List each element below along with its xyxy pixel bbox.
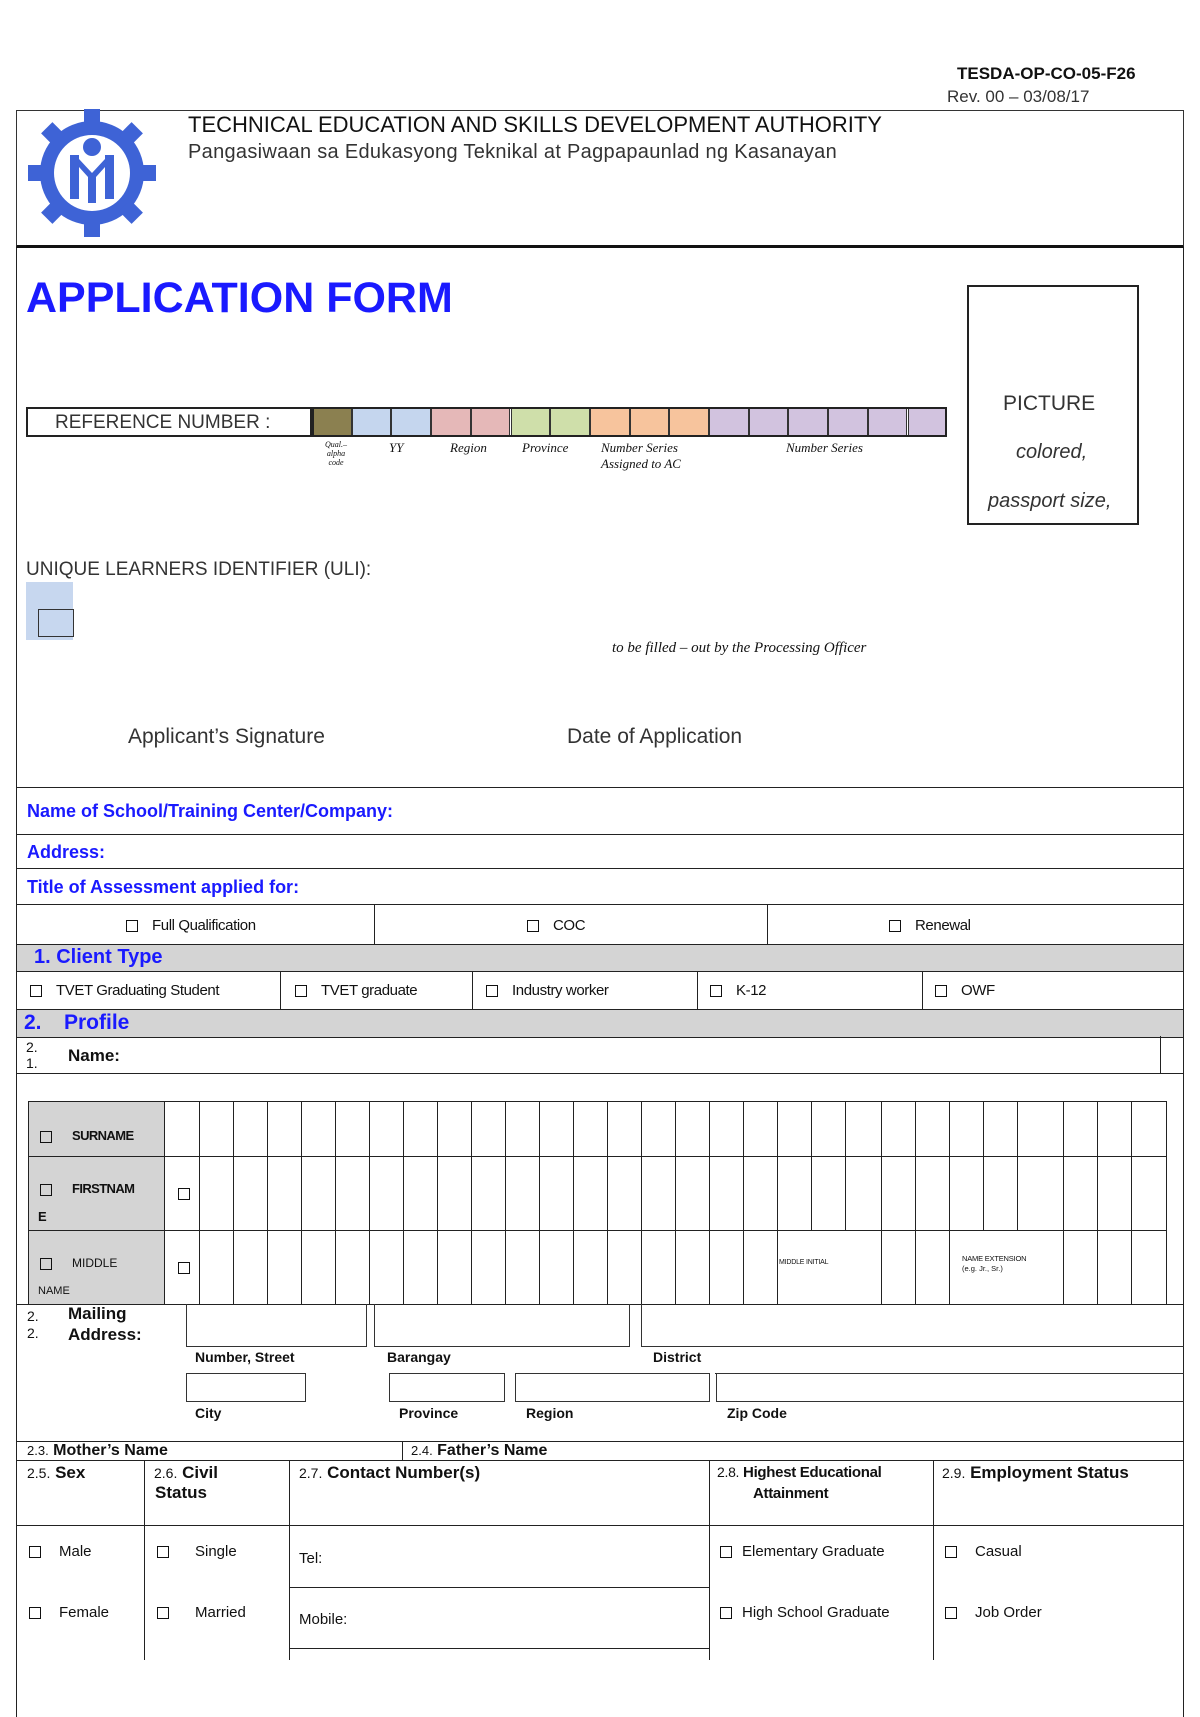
option-renewal[interactable] xyxy=(889,917,971,934)
mailing-barangay-label: Barangay xyxy=(387,1349,451,1365)
mailing-city-label: City xyxy=(195,1405,222,1421)
left-border-mid xyxy=(16,787,17,1717)
education-option-high-school[interactable] xyxy=(720,1604,890,1621)
picture-label: PICTURE xyxy=(1003,392,1096,415)
reference-cells-frame xyxy=(312,407,947,437)
full-qualification-label: Full Qualification xyxy=(152,917,256,934)
name-grid-vline xyxy=(28,1101,29,1304)
name-grid-vline xyxy=(1131,1101,1132,1304)
education-label-1: Highest Educational xyxy=(743,1464,882,1481)
client-type-header-bar xyxy=(17,944,1183,972)
mailing-num-1: 2. xyxy=(27,1308,39,1324)
employment-num: 2.9. xyxy=(942,1465,966,1481)
name-grid-vline xyxy=(915,1101,916,1304)
sex-option-female[interactable] xyxy=(29,1604,109,1621)
agency-name: TECHNICAL EDUCATION AND SKILLS DEVELOPMENT AUTHORITY xyxy=(188,112,882,137)
client-option-industry-worker[interactable] xyxy=(486,982,609,999)
parents-sep xyxy=(402,1441,403,1461)
client-option-tvet-graduating[interactable] xyxy=(30,982,219,999)
firstname-row-label xyxy=(40,1181,134,1196)
divider-name-grid-top xyxy=(16,1073,1184,1074)
surname-checkbox[interactable] xyxy=(40,1131,52,1143)
civil-header xyxy=(154,1463,218,1483)
renewal-label: Renewal xyxy=(915,917,971,934)
assessment-label: Title of Assessment applied for: xyxy=(27,877,300,897)
ref-legend-series: Number Series xyxy=(786,440,863,455)
name-grid-vline xyxy=(811,1101,812,1230)
left-border-top xyxy=(16,248,17,788)
client-sep-3 xyxy=(697,971,698,1009)
name-grid-vline xyxy=(471,1101,472,1304)
mailing-zip-input[interactable] xyxy=(716,1373,1184,1402)
name-grid-vline xyxy=(709,1101,710,1304)
owf-checkbox[interactable] xyxy=(935,985,947,997)
name-grid-vline xyxy=(573,1101,574,1304)
mailing-zip-label: Zip Code xyxy=(727,1405,787,1421)
contact-header xyxy=(299,1463,480,1483)
assessment-sep-2 xyxy=(767,904,768,944)
contact-label: Contact Number(s) xyxy=(327,1463,481,1482)
divider-address xyxy=(16,834,1184,835)
education-option-elementary[interactable] xyxy=(720,1543,885,1560)
details-sep-4 xyxy=(933,1460,934,1660)
name-grid-vline xyxy=(845,1101,846,1230)
k12-label: K-12 xyxy=(736,982,767,999)
contact-mobile-field[interactable]: Mobile: xyxy=(299,1611,348,1628)
right-border-top xyxy=(1183,248,1184,788)
form-title: APPLICATION FORM xyxy=(26,274,453,322)
name-grid-vline xyxy=(743,1101,744,1304)
single-label: Single xyxy=(195,1543,237,1560)
mailing-number-street-label: Number, Street xyxy=(195,1349,295,1365)
name-grid-vline xyxy=(539,1101,540,1304)
mailing-province-input[interactable] xyxy=(389,1373,505,1402)
civil-option-married[interactable] xyxy=(157,1604,246,1621)
divider-details-header xyxy=(16,1525,1184,1526)
firstname-checkbox[interactable] xyxy=(40,1184,52,1196)
tvet-graduating-label: TVET Graduating Student xyxy=(56,982,220,999)
name-grid-vline xyxy=(1097,1101,1098,1304)
mailing-city-input[interactable] xyxy=(186,1373,306,1402)
sex-option-male[interactable] xyxy=(29,1543,92,1560)
mother-num: 2.3. xyxy=(27,1443,49,1458)
male-label: Male xyxy=(59,1543,92,1560)
divider-assessment-options xyxy=(16,904,1184,905)
tesda-gear-logo-icon xyxy=(26,107,158,239)
tvet-graduate-checkbox[interactable] xyxy=(295,985,307,997)
middlename-inner-checkbox[interactable] xyxy=(178,1259,190,1277)
client-sep-4 xyxy=(922,971,923,1009)
renewal-checkbox[interactable] xyxy=(889,920,901,932)
civil-num: 2.6. xyxy=(154,1465,178,1481)
divider-assessment xyxy=(16,868,1184,869)
name-extension-label-a: NAME EXTENSION xyxy=(962,1254,1027,1263)
name-num-2: 1. xyxy=(26,1055,38,1071)
profile-heading-number: 2. xyxy=(24,1011,42,1034)
divider-contact-row xyxy=(289,1587,709,1588)
employment-option-job-order[interactable] xyxy=(945,1604,1042,1621)
name-grid-vline xyxy=(1017,1101,1018,1230)
sex-label: Sex xyxy=(55,1463,86,1482)
picture-hint-2: passport size, xyxy=(988,490,1112,512)
employment-option-casual[interactable] xyxy=(945,1543,1022,1560)
divider-parents xyxy=(16,1441,1184,1442)
elementary-label: Elementary Graduate xyxy=(742,1543,885,1560)
applicant-signature-label: Applicant’s Signature xyxy=(128,725,325,748)
mailing-region-input[interactable] xyxy=(515,1373,710,1402)
divider-details xyxy=(16,1460,1184,1461)
middlename-row-label xyxy=(40,1256,117,1270)
ref-legend-province: Province xyxy=(522,440,569,455)
divider-contact-bottom xyxy=(289,1648,709,1649)
father-num: 2.4. xyxy=(411,1443,433,1458)
name-grid-vline xyxy=(949,1101,950,1304)
mailing-label-1: Mailing xyxy=(68,1304,127,1323)
option-full-qualification[interactable] xyxy=(126,917,256,934)
contact-num: 2.7. xyxy=(299,1465,323,1481)
employment-label: Employment Status xyxy=(970,1463,1129,1482)
civil-label-1: Civil xyxy=(182,1463,218,1482)
option-coc[interactable] xyxy=(527,917,585,934)
name-grid-vline xyxy=(675,1101,676,1304)
ref-legend-yy: YY xyxy=(389,440,404,455)
profile-header-bar xyxy=(17,1009,1183,1038)
name-label: Name: xyxy=(68,1046,120,1065)
job-order-checkbox[interactable] xyxy=(945,1607,957,1619)
coc-checkbox[interactable] xyxy=(527,920,539,932)
client-type-heading: 1. Client Type xyxy=(34,946,163,968)
education-num: 2.8. xyxy=(717,1464,740,1480)
client-option-tvet-graduate[interactable] xyxy=(295,982,417,999)
middlename-label-b: NAME xyxy=(38,1285,70,1297)
contact-tel-field[interactable]: Tel: xyxy=(299,1550,323,1567)
name-grid-vline xyxy=(199,1101,200,1304)
client-sep-2 xyxy=(472,971,473,1009)
reference-label: REFERENCE NUMBER : xyxy=(55,412,271,433)
picture-hint-1: colored, xyxy=(1016,441,1088,463)
female-checkbox[interactable] xyxy=(29,1607,41,1619)
full-qualification-checkbox[interactable] xyxy=(126,920,138,932)
single-checkbox[interactable] xyxy=(157,1546,169,1558)
education-label-2: Attainment xyxy=(753,1485,829,1502)
name-grid-vline xyxy=(233,1101,234,1304)
name-grid-vline xyxy=(505,1101,506,1304)
mailing-province-label: Province xyxy=(399,1405,459,1421)
ref-legend-qual: Qual.– alpha code xyxy=(325,440,347,467)
details-sep-3 xyxy=(709,1460,710,1660)
details-sep-1 xyxy=(144,1460,145,1660)
mailing-district-label: District xyxy=(653,1349,702,1365)
surname-label: SURNAME xyxy=(72,1128,134,1143)
casual-checkbox[interactable] xyxy=(945,1546,957,1558)
name-grid-vline xyxy=(267,1101,268,1304)
name-grid-vline xyxy=(881,1101,882,1304)
name-grid-vline xyxy=(301,1101,302,1304)
client-option-k12[interactable] xyxy=(710,982,766,999)
casual-label: Casual xyxy=(975,1543,1022,1560)
firstname-label-b: E xyxy=(38,1209,47,1224)
firstname-inner-checkbox[interactable] xyxy=(178,1185,190,1203)
elementary-checkbox[interactable] xyxy=(720,1546,732,1558)
education-header xyxy=(717,1464,882,1481)
tvet-graduate-label: TVET graduate xyxy=(321,982,418,999)
industry-worker-checkbox[interactable] xyxy=(486,985,498,997)
mailing-district-input[interactable] xyxy=(641,1304,1184,1347)
uli-note: to be filled – out by the Processing Officer xyxy=(612,640,867,656)
ref-legend-region: Region xyxy=(450,440,487,455)
divider-school-top xyxy=(16,787,1184,788)
name-grid-vline xyxy=(777,1101,778,1304)
employment-header xyxy=(942,1463,1129,1483)
middlename-label-a: MIDDLE xyxy=(72,1256,118,1270)
father-label: Father’s Name xyxy=(437,1442,548,1459)
male-checkbox[interactable] xyxy=(29,1546,41,1558)
uli-input-box[interactable] xyxy=(38,609,74,637)
civil-label-2: Status xyxy=(155,1483,207,1502)
ref-legend-series-ac: Number Series Assigned to AC xyxy=(601,440,681,471)
client-sep-1 xyxy=(280,971,281,1009)
name-grid-vline xyxy=(335,1101,336,1304)
coc-label: COC xyxy=(553,917,586,934)
mailing-num-2: 2. xyxy=(27,1325,39,1341)
assessment-sep-1 xyxy=(374,904,375,944)
civil-option-single[interactable] xyxy=(157,1543,237,1560)
industry-worker-label: Industry worker xyxy=(512,982,609,999)
job-order-label: Job Order xyxy=(975,1604,1042,1621)
mailing-barangay-input[interactable] xyxy=(374,1304,630,1347)
date-of-application-label: Date of Application xyxy=(567,725,743,748)
name-grid-vline xyxy=(983,1101,984,1230)
married-checkbox[interactable] xyxy=(157,1607,169,1619)
mailing-label-2: Address: xyxy=(68,1325,142,1344)
name-grid-vline xyxy=(641,1101,642,1304)
right-border-mid xyxy=(1183,787,1184,1717)
name-grid-vline xyxy=(369,1101,370,1304)
middle-initial-label: MIDDLE INITIAL xyxy=(779,1259,829,1266)
k12-checkbox[interactable] xyxy=(710,985,722,997)
name-grid-vline xyxy=(437,1101,438,1304)
surname-row-label xyxy=(40,1128,134,1143)
name-grid-vline xyxy=(607,1101,608,1304)
name-extension-label-b: (e.g. Jr., Sr.) xyxy=(962,1264,1003,1273)
name-grid-vline xyxy=(1166,1101,1167,1304)
doc-code: TESDA-OP-CO-05-F26 xyxy=(957,64,1136,83)
revision-label: Rev. 00 – 03/08/17 xyxy=(947,87,1090,106)
tvet-graduating-checkbox[interactable] xyxy=(30,985,42,997)
high-school-label: High School Graduate xyxy=(742,1604,890,1621)
mother-name-field[interactable] xyxy=(27,1442,168,1460)
female-label: Female xyxy=(59,1604,110,1621)
middlename-checkbox[interactable] xyxy=(40,1258,52,1270)
owf-label: OWF xyxy=(961,982,995,999)
high-school-checkbox[interactable] xyxy=(720,1607,732,1619)
school-name-label: Name of School/Training Center/Company: xyxy=(27,801,394,821)
address-label: Address: xyxy=(27,842,106,862)
sex-header xyxy=(27,1463,85,1483)
details-sep-2 xyxy=(289,1460,290,1660)
mailing-number-street-input[interactable] xyxy=(186,1304,367,1347)
married-label: Married xyxy=(195,1604,246,1621)
agency-subtitle: Pangasiwaan sa Edukasyong Teknikal at Pagpapaunlad ng Kasanayan xyxy=(188,141,837,163)
father-name-field[interactable] xyxy=(411,1442,547,1460)
name-grid-vline xyxy=(1063,1101,1064,1304)
client-option-owf[interactable] xyxy=(935,982,995,999)
firstname-label-a: FIRSTNAM xyxy=(72,1181,135,1196)
mailing-region-label: Region xyxy=(526,1405,574,1421)
name-grid-vline xyxy=(403,1101,404,1304)
name-grid-vline xyxy=(164,1101,165,1304)
mother-label: Mother’s Name xyxy=(53,1442,168,1459)
name-right-sep xyxy=(1160,1036,1161,1074)
uli-label: UNIQUE LEARNERS IDENTIFIER (ULI): xyxy=(26,559,372,580)
name-num-1: 2. xyxy=(26,1039,38,1055)
profile-heading: Profile xyxy=(64,1011,130,1034)
sex-num: 2.5. xyxy=(27,1465,51,1481)
